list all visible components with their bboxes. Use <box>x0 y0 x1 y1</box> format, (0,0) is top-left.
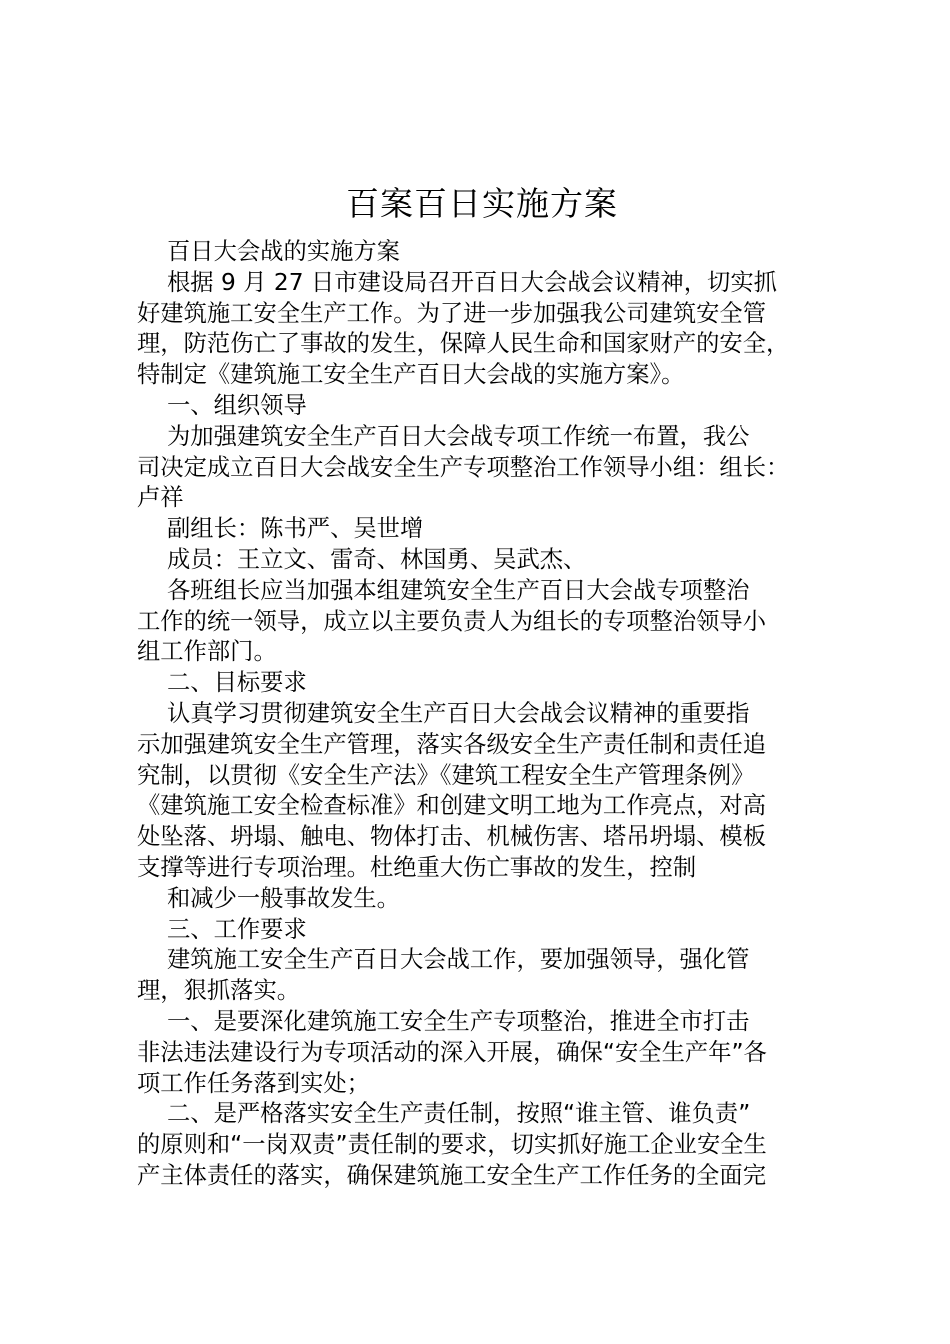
text-line: 项工作任务落到实处； <box>137 1069 370 1097</box>
text-line: 建筑施工安全生产百日大会战工作，要加强领导，强化管 <box>167 946 750 974</box>
text-line: 好建筑施工安全生产工作。为了进一步加强我公司建筑安全管 <box>137 299 767 327</box>
text-line: 究制，以贯彻《安全生产法》《建筑工程安全生产管理条例》 <box>137 761 755 789</box>
text-line: 处坠落、坍塌、触电、物体打击、机械伤害、塔吊坍塌、模板 <box>137 823 767 851</box>
text-line: 三、工作要求 <box>167 915 307 943</box>
text-line: 非法违法建设行为专项活动的深入开展，确保“安全生产年”各 <box>137 1038 767 1066</box>
text-line: 和减少一般事故发生。 <box>167 884 400 912</box>
text-line: 产主体责任的落实，确保建筑施工安全生产工作任务的全面完 <box>137 1161 767 1189</box>
text-line: 的原则和“一岗双责”责任制的要求，切实抓好施工企业安全生 <box>137 1131 767 1159</box>
text-line: 二、目标要求 <box>167 669 307 697</box>
text-line: 各班组长应当加强本组建筑安全生产百日大会战专项整治 <box>167 576 750 604</box>
document-body <box>137 237 837 1192</box>
text-line: 一、是要深化建筑施工安全生产专项整治，推进全市打击 <box>167 1007 750 1035</box>
text-line: 根据 9 月 27 日市建设局召开百日大会战会议精神，切实抓 <box>167 268 777 296</box>
text-line: 理，防范伤亡了事故的发生，保障人民生命和国家财产的安全， <box>137 330 790 358</box>
text-line: 二、是严格落实安全生产责任制，按照“谁主管、谁负责” <box>167 1100 751 1128</box>
text-line: 成员：王立文、雷奇、林国勇、吴武杰、 <box>167 545 587 573</box>
text-line: 一、组织领导 <box>167 391 307 419</box>
text-line: 示加强建筑安全生产管理，落实各级安全生产责任制和责任追 <box>137 730 767 758</box>
text-line: 百日大会战的实施方案 <box>167 238 400 265</box>
text-line: 为加强建筑安全生产百日大会战专项工作统一布置，我公 <box>167 422 750 450</box>
document-title: 百案百日实施方案 <box>346 184 618 223</box>
text-line: 特制定《建筑施工安全生产百日大会战的实施方案》。 <box>137 361 685 389</box>
text-line: 认真学习贯彻建筑安全生产百日大会战会议精神的重要指 <box>167 699 750 727</box>
text-line: 副组长：陈书严、吴世增 <box>167 515 424 543</box>
text-line: 卢祥 <box>137 484 184 512</box>
text-line: 工作的统一领导，成立以主要负责人为组长的专项整治领导小 <box>137 607 767 635</box>
text-line: 司决定成立百日大会战安全生产专项整治工作领导小组：组长： <box>137 453 790 481</box>
text-line: 《建筑施工安全检查标准》和创建文明工地为工作亮点，对高 <box>137 792 767 820</box>
text-line: 组工作部门。 <box>137 638 277 666</box>
text-line: 理，狠抓落实。 <box>137 977 301 1005</box>
text-line: 支撑等进行专项治理。杜绝重大伤亡事故的发生，控制 <box>137 853 697 881</box>
